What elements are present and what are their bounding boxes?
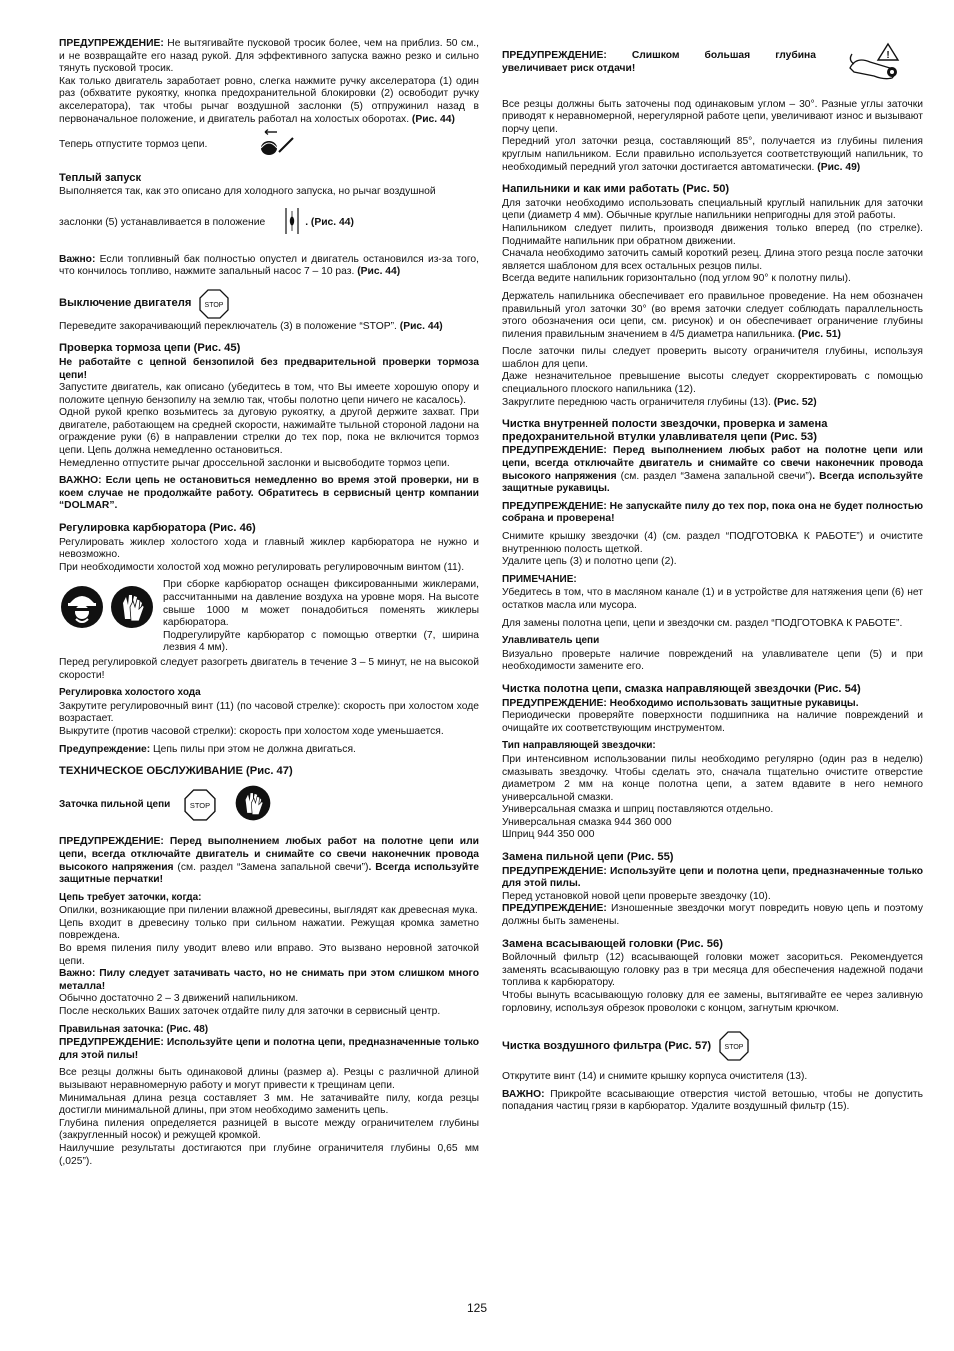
kickback-warning: ПРЕДУПРЕЖДЕНИЕ: Слишком большая глубина увеличивает риск отдачи! (502, 50, 816, 74)
page-number: 125 (466, 1301, 488, 1315)
important-label: ВАЖНО: (502, 1088, 545, 1100)
files-text: Для заточки необходимо использовать специальный круглый напильник для заточки цепи (диаметр 4 мм). Обычные круглые напильники непригодны для этой работы. (502, 197, 923, 222)
files-text: Напильником следует пилить, производя движения только вперед (по стрелке). Поднимайте напильник при обратном движении. (502, 222, 923, 247)
figure-ref: (Рис. 49) (814, 161, 861, 173)
sprocket-warning-1 (502, 445, 923, 495)
brake-warning: Не работайте с цепной бензопилой без предварительной проверки тормоза цепи! (59, 356, 479, 381)
sprocket-warning-2: ПРЕДУПРЕЖДЕНИЕ: Не запускайте пилу до тех пор, пока она не будет полностью собрана и проверена! (502, 500, 923, 525)
idle-warning (59, 744, 479, 757)
stop-label: STOP (190, 801, 211, 811)
choke-text: заслонки (5) устанавливается в положение (59, 216, 266, 228)
figure-ref: (Рис. 44) (409, 113, 455, 125)
correct-item: Глубина пиления определяется разницей в высоте между ограничителем глубины (закругленный носок) и режущей кромкой. (59, 1117, 479, 1142)
carburetor-side-text (163, 579, 479, 655)
safety-icons (59, 579, 155, 655)
suction-text: Чтобы вынуть всасывающую головку для ее замены, вытягивайте ее через заливную горловину, используя обрезок проволоки с концом, загнутым крючком. (502, 990, 923, 1014)
kickback-warning-icon (846, 42, 902, 87)
release-brake-row (59, 128, 479, 163)
brake-important: ВАЖНО: Если цепь не остановиться немедленно во время этой проверки, ни в коем случае не продолжайте работу. Обратитесь в сервисный центр компании “DOLMAR”. (59, 475, 479, 512)
important-text: Если топливный бак полностью опустел и двигатель остановился из-за того, что кончилось топливо, нажмите запальный насос 7 – 10 раз. (59, 253, 479, 278)
carburetor-side-1: При сборке карбюратор оснащен фиксированными жиклерами, рассчитанными на давление воздуха на уровне моря. На высоте свыше 1000 м может понадобиться поменять жиклеры карбюратора. (163, 579, 479, 629)
warning-reference: (см. раздел “Замена запальной свечи”) (173, 861, 369, 873)
catcher-title: Улавливатель цепи (502, 635, 600, 647)
left-column (59, 38, 479, 1168)
warning-paragraph (59, 38, 479, 76)
warning-label: ПРЕДУПРЕЖДЕНИЕ: (59, 38, 164, 49)
right-column (502, 38, 923, 1119)
carburetor-text-1: Регулировать жиклер холостого хода и главный жиклер карбюратора не нужно и невозможно. (59, 536, 479, 561)
maintenance-title: ТЕХНИЧЕСКОЕ ОБСЛУЖИВАНИЕ (Рис. 47) (59, 765, 293, 778)
correct-item: Наилучшие результаты достигаются при глубине ограничителя глубины 0,65 мм (,025”). (59, 1142, 479, 1167)
stop-label: STOP (724, 1044, 744, 1052)
sharpen-warning (59, 836, 479, 886)
warm-start-title: Теплый запуск (59, 171, 142, 184)
important-label: Важно: (59, 253, 96, 265)
svg-text:!: ! (886, 50, 890, 61)
engine-off-title-row (59, 289, 479, 319)
catcher-text: Визуально проверьте наличие повреждений на улавливателе цепи (5) и при необходимости замените его. (502, 648, 923, 673)
files-title: Напильники и как ими работать (Рис. 50) (502, 183, 730, 196)
stop-sign-icon (199, 289, 229, 319)
warning-text: Цепь пилы при этом не должна двигаться. (150, 743, 356, 755)
guide-title: Тип направляющей звездочки: (502, 740, 656, 752)
warning-text: ПРЕДУПРЕЖДЕНИЕ: Перед выполнением любых работ на полотне цепи или цепи, всегда отключайте двигатель и снимайте со свечи наконечник провода высокого напряжения (59, 836, 479, 873)
carburetor-text-2: При необходимости холостой ход можно регулировать регулировочным винтом (11). (59, 561, 465, 573)
sprocket-title: Чистка внутренней полости звездочки, проверка и замена предохранительной втулки улавливателя цепи (Рис. 53) (502, 418, 828, 443)
warning-text-end: . Всегда используйте защитные рукавицы. (502, 470, 923, 495)
guide-text: При интенсивном использовании пилы необходимо регулярно (один раз в неделю) смазывать звездочку. Чтобы сделать это, сначала тщательно очистите отверстие диаметром 2 мм на конце полотна цепи, а затем вдавите в него немного универсальной смазки. (502, 753, 923, 803)
after-text: Даже незначительное превышение высоты следует скорректировать с помощью специального плоского напильника (12). (502, 371, 923, 396)
when-item: Опилки, возникающие при пилении влажной древесины, выглядят как древесная мука. (59, 905, 478, 917)
warning-text: Изношенные звездочки могут повредить новую цепь и поэтому должны быть заменены. (502, 903, 923, 928)
figure-ref: . (Рис. 44) (305, 216, 354, 228)
bar-warning: ПРЕДУПРЕЖДЕНИЕ: Необходимо использовать защитные рукавицы. (502, 697, 859, 709)
brake-text-3: Немедленно отпустите рычаг дроссельной заслонки и высвободите тормоз цепи. (59, 457, 450, 469)
kickback-warning-row (502, 50, 923, 87)
engine-off-paragraph (59, 321, 479, 334)
idle-text-2: Выкрутите (против часовой стрелки): скорость при холостом ходе уменьшается. (59, 725, 444, 737)
correct-item: Все резцы должны быть одинаковой длины (размер a). Резцы с различной длиной вызывают неравномерную работу и могут привести к трещинам цепи. (59, 1067, 479, 1091)
chain-brake-release-icon (255, 128, 297, 163)
idle-text-1: Закрутите регулировочный винт (11) (по часовой стрелке): скорость при холостом ходе возрастает. (59, 700, 479, 725)
bar-title: Чистка полотна цепи, смазка направляющей звездочки (Рис. 54) (502, 682, 861, 695)
suction-text: Войлочный фильтр (12) всасывающей головки может засориться. Рекомендуется заменять всасывающую головку раз в три месяца для обеспечения надежной подачи топлива к карбюратору. (502, 952, 923, 989)
idle-title: Регулировка холостого хода (59, 687, 201, 699)
after-text: После заточки пилы следует проверить высоту ограничителя глубины, используя шаблон для цепи. (502, 346, 923, 370)
engine-off-text: Переведите закорачивающий переключатель (3) в положение “STOP”. (59, 320, 397, 332)
figure-ref: (Рис. 51) (795, 328, 841, 340)
warm-start-text: Выполняется так, как это описано для холодного запуска, но рычаг воздушной (59, 186, 436, 198)
paragraph-text: Передний угол заточки резца, составляющий 85°, получается из глубины пиления круглым напильником. Если правильно используется соответствующий напильник, то необходимый передний угол заточки достигается автоматически. (502, 136, 923, 173)
paragraph-text: Закруглите переднюю часть ограничителя глубины (13). (502, 396, 771, 408)
figure-ref: (Рис. 44) (354, 266, 401, 278)
air-filter-important (502, 1089, 923, 1114)
important-text: Прикройте всасывающие отверстия чистой ветошью, чтобы не допустить попадания частиц грязи в карбюратор. Удалите воздушный фильтр (15). (502, 1088, 923, 1113)
when-item: Во время пиления пилу уводит влево или вправо. Это вызвано неровной заточкой цепи. (59, 943, 479, 967)
correct-warning: ПРЕДУПРЕЖДЕНИЕ: Используйте цепи и полотна цепи, предназначенные только для этой пилы! (59, 1037, 479, 1061)
guide-text: Универсальная смазка и шприц поставляются отдельно. (502, 804, 774, 816)
suction-title: Замена всасывающей головки (Рис. 56) (502, 937, 723, 950)
sharpen-label: Заточка пильной цепи (59, 798, 171, 810)
when-item: После нескольких Ваших заточек отдайте пилу для заточки в сервисный центр. (59, 1006, 441, 1018)
bar-text: Периодически проверяйте поверхности подшипника на наличие повреждений и очищайте их соответствующим инструментом. (502, 710, 923, 734)
warning-text: ПРЕДУПРЕЖДЕНИЕ: Перед выполнением любых работ на полотне цепи или цепи, всегда отключайте двигатель и снимайте со свечи наконечник провода высокого напряжения (502, 445, 923, 482)
guide-text: Универсальная смазка 944 360 000 (502, 816, 672, 828)
note-title: ПРИМЕЧАНИЕ: (502, 573, 577, 585)
files-text: Сначала необходимо заточить самый короткий резец. Длина этого резца после заточки является шаблоном для всех остальных резцов пилы. (502, 248, 923, 272)
sprocket-text: Удалите цепь (3) и полотно цепи (2). (502, 556, 677, 568)
stop-label: STOP (204, 301, 224, 309)
note-text: Убедитесь в том, что в масляном канале (1) и в устройстве для натяжения цепи (6) нет остатков масла или мусора. (502, 587, 923, 611)
chain-warning-2 (502, 903, 923, 928)
air-filter-text: Открутите винт (14) и снимите крышку корпуса очистителя (13). (502, 1071, 808, 1083)
brake-text-1: Запустите двигатель, как описано (убедитесь в том, что Вы имеете хорошую опору и положите цепную бензопилу на землю так, чтобы полотно цепи ничего не касалось). (59, 382, 479, 406)
carburetor-side-2: Подрегулируйте карбюратор с помощью отвертки (7, ширина лезвия 4 мм). (163, 629, 479, 654)
air-filter-title: Чистка воздушного фильтра (Рис. 57) (502, 1039, 712, 1052)
replace-text: Для замены полотна цепи, цепи и звездочки см. раздел “ПОДГОТОВКА К РАБОТЕ”. (502, 617, 903, 629)
files-text: Всегда ведите напильник горизонтально (под углом 90° к полотну пилы). (502, 273, 851, 285)
choke-half-position-icon (283, 207, 301, 240)
important-paragraph (59, 254, 479, 279)
chain-warning: ПРЕДУПРЕЖДЕНИЕ: Используйте цепи и полотна цепи, предназначенные только для этой пилы. (502, 865, 923, 890)
chain-title: Замена пильной цепи (Рис. 55) (502, 851, 674, 864)
brake-check-title: Проверка тормоза цепи (Рис. 45) (59, 342, 241, 355)
stop-sign-icon (184, 789, 216, 821)
sprocket-text: Снимите крышку звездочки (4) (см. раздел “ПОДГОТОВКА К РАБОТЕ”) и очистите внутреннюю полость щеткой. (502, 531, 923, 555)
when-warning: Важно: Пилу следует затачивать часто, но не снимать при этом слишком много металла! (59, 968, 479, 992)
figure-ref: (Рис. 52) (770, 396, 817, 408)
start-paragraph (59, 76, 479, 126)
correct-item: Минимальная длина резца составляет 3 мм. Не затачивайте пилу, когда резцы достигли минимальной длины, при этом необходимо заменить цепь. (59, 1092, 479, 1117)
choke-position-row (59, 207, 479, 240)
figure-ref: (Рис. 44) (396, 320, 443, 332)
engine-off-title: Выключение двигателя (59, 297, 192, 310)
warning-text-end: . Всегда используйте защитные перчатки! (59, 861, 479, 886)
when-item: Обычно достаточно 2 – 3 движений напильником. (59, 993, 299, 1005)
release-brake-text: Теперь отпустите тормоз цепи. (59, 139, 208, 151)
carburetor-side-block (59, 579, 479, 655)
warning-reference: (см. раздел “Замена запальной свечи”) (616, 470, 813, 482)
brake-text-2: Одной рукой крепко возьмитесь за дуговую рукоятку, а другой держите захват. При двигателе, работающем на средней скорости, нажимайте тыльной стороной ладони на ограждение руки (6) в направлении стрелки до тех пор, пока не включится тормоз цепи. Цепь должна немедленно остановиться. (59, 407, 479, 457)
carburetor-text-3: Перед регулировкой следует разогреть двигатель в течение 3 – 5 минут, не на высокой скорости! (59, 656, 479, 681)
angle-text-2 (502, 136, 923, 174)
air-filter-title-row (502, 1031, 923, 1061)
correct-title: Правильная заточка: (Рис. 48) (59, 1023, 209, 1035)
carburetor-title: Регулировка карбюратора (Рис. 46) (59, 522, 256, 535)
sharpen-row (59, 784, 479, 827)
after-text-3 (502, 397, 923, 410)
when-item: Цепь входит в древесину только при сильном нажатии. Режущая кромка заметно повреждена. (59, 917, 479, 942)
chain-text: Перед установкой новой цепи проверьте звездочку (10). (502, 890, 771, 902)
warning-label: Предупреждение: (59, 743, 151, 755)
paragraph-text: Держатель напильника обеспечивает его правильное проведение. На нем обозначен правильный угол заточки 30° (во время заточки следует соблюдать параллельность этого обозначения оси цепи, см. рисунок) и он обеспечивает ограничение глубины пиления правильным значением в 4/5 диаметра напильника. (502, 290, 923, 340)
paragraph-text: Как только двигатель заработает ровно, слегка нажмите ручку акселератора (1) один раз (обхватите рукоятку, кнопка предохранительной блокировки (2) освободит ручку акселератора), так чтобы рычаг воздушной заслонки (5) отпружинил назад в первоначальное положение, и двигатель работал на холостых оборотах. (59, 75, 479, 125)
warning-text: Не вытягивайте пусковой тросик более, чем на приблиз. 50 см., и не возвращайте его назад рукой. Для эффективного запуска важно резко и сильно тянуть пусковой тросик. (59, 38, 479, 75)
when-title: Цепь требует заточки, когда: (59, 891, 202, 903)
protective-equipment-icon (59, 585, 105, 655)
gloves-icon (109, 585, 155, 655)
stop-sign-icon (719, 1031, 749, 1061)
warning-label: ПРЕДУПРЕЖДЕНИЕ: (502, 903, 607, 915)
guide-text: Шприц 944 350 000 (502, 829, 595, 841)
holder-text (502, 291, 923, 341)
gloves-icon (234, 784, 272, 827)
angle-text-1: Все резцы должны быть заточены под одинаковым углом – 30°. Разные углы заточки приводят к неравномерной, нерегулярной работе цепи, увеличивают износ и вызывают порчу цепи. (502, 98, 923, 135)
